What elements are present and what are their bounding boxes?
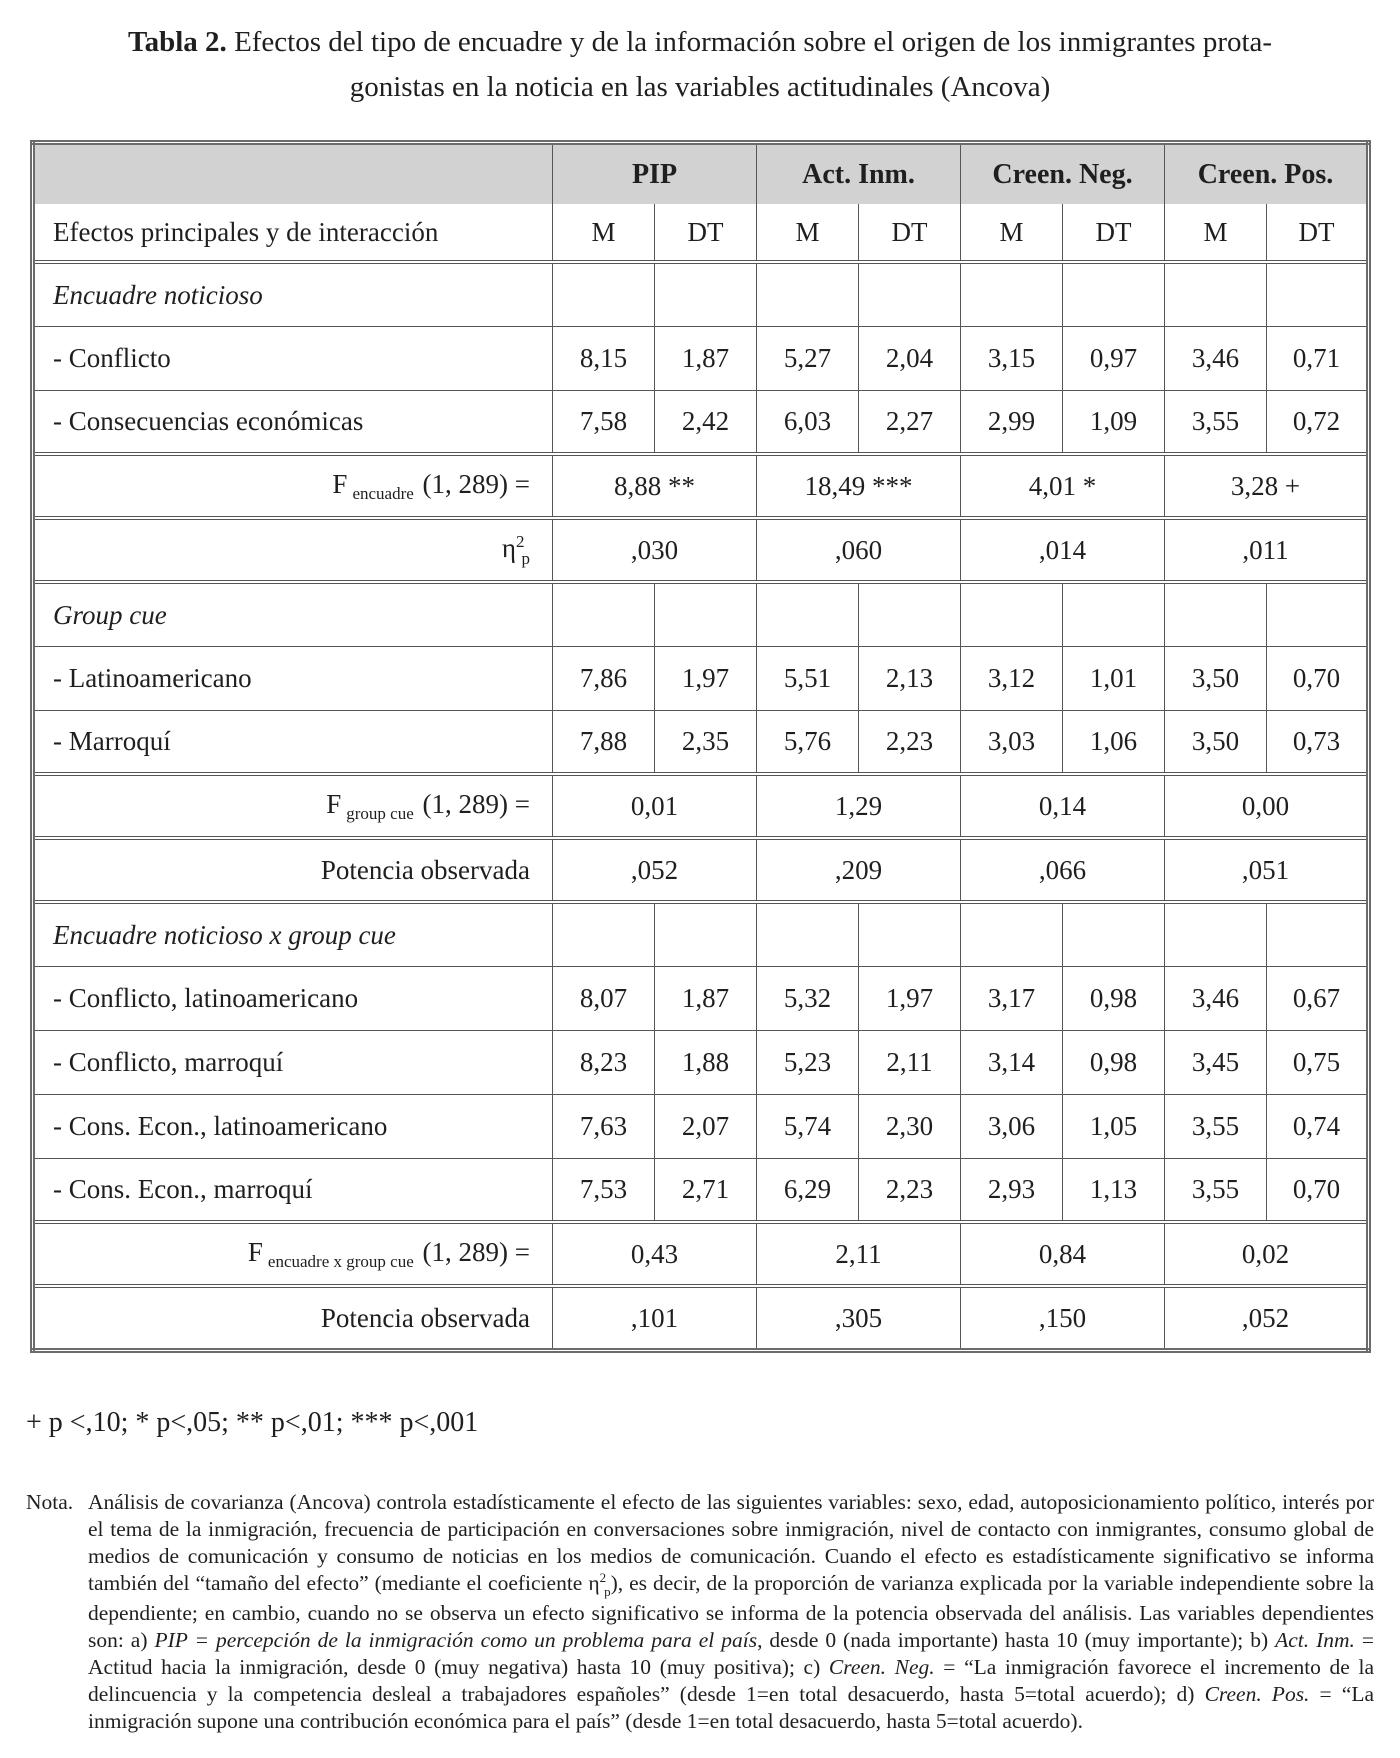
nota-seg-12: = “La inmigración supone una contribución económica para el país” (desde 1=en total desacuerdo, hasta 5=total acuerdo). — [88, 1682, 1374, 1734]
merged-value-cell: 8,88 ** — [553, 454, 757, 518]
merged-value-cell: 0,02 — [1165, 1222, 1369, 1286]
merged-value-cell: ,052 — [553, 838, 757, 902]
empty-cell — [553, 902, 655, 966]
value-cell: 1,13 — [1063, 1158, 1165, 1222]
table-row — [33, 902, 1369, 966]
empty-cell — [859, 582, 961, 646]
merged-label-row-3-seg-0: F — [332, 468, 348, 499]
merged-value-cell: ,011 — [1165, 518, 1369, 582]
ancova-table — [30, 140, 1371, 1353]
empty-cell — [655, 262, 757, 326]
value-cell: 0,70 — [1267, 646, 1369, 710]
empty-cell — [1063, 582, 1165, 646]
value-cell: 5,32 — [757, 966, 859, 1030]
value-cell: 3,03 — [961, 710, 1063, 774]
merged-label-cell — [33, 774, 553, 838]
merged-value-cell: ,060 — [757, 518, 961, 582]
row-label-cell-consecuencias-econ-micas: - Consecuencias económicas — [33, 390, 553, 454]
nota-seg-3: p — [604, 1583, 611, 1599]
nota-seg-6: , desde 0 (nada importante) hasta 10 (muy importante); b) — [757, 1628, 1276, 1653]
table-row — [33, 646, 1369, 710]
row-label-cell-cons-econ-latinoamericano: - Cons. Econ., latinoamericano — [33, 1094, 553, 1158]
empty-cell — [553, 262, 655, 326]
table-row — [33, 1222, 1369, 1286]
empty-cell — [553, 582, 655, 646]
value-cell: 8,15 — [553, 326, 655, 390]
value-cell: 7,88 — [553, 710, 655, 774]
table-row — [33, 710, 1369, 774]
merged-label-row-4-seg-0: η — [501, 533, 516, 564]
empty-cell — [655, 902, 757, 966]
merged-value-cell: 0,01 — [553, 774, 757, 838]
value-cell: 2,13 — [859, 646, 961, 710]
value-cell: 1,06 — [1063, 710, 1165, 774]
empty-cell — [1267, 902, 1369, 966]
empty-cell — [1267, 582, 1369, 646]
merged-value-cell: ,209 — [757, 838, 961, 902]
table-row-group-headers — [33, 142, 1369, 204]
value-cell: 7,63 — [553, 1094, 655, 1158]
value-cell: 0,75 — [1267, 1030, 1369, 1094]
merged-value-cell: 3,28 + — [1165, 454, 1369, 518]
value-cell: 0,70 — [1267, 1158, 1369, 1222]
row-label-cell-latinoamericano: - Latinoamericano — [33, 646, 553, 710]
empty-cell — [1267, 262, 1369, 326]
value-cell: 2,11 — [859, 1030, 961, 1094]
value-cell: 0,98 — [1063, 966, 1165, 1030]
value-cell: 6,29 — [757, 1158, 859, 1222]
merged-label-cell — [33, 838, 553, 902]
value-cell: 3,46 — [1165, 326, 1267, 390]
merged-value-cell: ,052 — [1165, 1286, 1369, 1350]
merged-label-cell — [33, 454, 553, 518]
merged-label-row-3-seg-2: (1, 289) = — [415, 468, 530, 499]
merged-value-cell: 0,43 — [553, 1222, 757, 1286]
empty-cell — [859, 262, 961, 326]
value-cell: 2,35 — [655, 710, 757, 774]
stat-subheader-pip-dt: DT — [655, 204, 757, 262]
merged-label-row-8-seg-0: F — [326, 788, 342, 819]
nota-seg-5: PIP = percepción de la inmigración como un problema para el país — [154, 1628, 758, 1653]
merged-label-row-4-seg-2: p — [521, 548, 530, 568]
value-cell: 6,03 — [757, 390, 859, 454]
row-label-cell-conflicto-marroqu: - Conflicto, marroquí — [33, 1030, 553, 1094]
value-cell: 1,97 — [859, 966, 961, 1030]
significance-note: + p <,10; * p<,05; ** p<,01; *** p<,001 — [26, 1406, 479, 1438]
value-cell: 2,99 — [961, 390, 1063, 454]
value-cell: 2,27 — [859, 390, 961, 454]
nota-seg-11: Creen. Pos. — [1204, 1682, 1310, 1707]
merged-value-cell: ,030 — [553, 518, 757, 582]
stat-subheader-creen-pos-dt: DT — [1267, 204, 1369, 262]
nota-seg-2: 2 — [599, 1570, 607, 1586]
table-caption-line1 — [34, 20, 1366, 65]
nota-text — [88, 1489, 1374, 1735]
table-row — [33, 390, 1369, 454]
merged-label-row-3-seg-1: encuadre — [352, 484, 414, 504]
section-label-cell-group-cue: Group cue — [33, 582, 553, 646]
value-cell: 3,12 — [961, 646, 1063, 710]
nota-seg-0: Análisis de covarianza (Ancova) controla estadísticamente el efecto de las siguientes variables: sexo, edad, autoposicionamiento político, interés por el tema de la inmigración, frecuencia de participación en conversaciones sobre inmigración, nivel de contacto con inmigrantes, consumo global de medios de comunicación y consumo de noticias en los medios de comunicación. Cuando el efecto es estadísticamente significativo se informa también del “tamaño del efecto” (mediante el coeficiente — [88, 1489, 1374, 1596]
value-cell: 1,01 — [1063, 646, 1165, 710]
value-cell: 1,97 — [655, 646, 757, 710]
merged-label-cell — [33, 518, 553, 582]
empty-cell — [961, 582, 1063, 646]
value-cell: 2,71 — [655, 1158, 757, 1222]
table-row — [33, 326, 1369, 390]
group-header-act-inm: Act. Inm. — [757, 142, 961, 204]
row-label-cell-conflicto-latinoamericano: - Conflicto, latinoamericano — [33, 966, 553, 1030]
effects-header-cell: Efectos principales y de interacción — [33, 204, 553, 262]
group-header-creen-neg: Creen. Neg. — [961, 142, 1165, 204]
stat-subheader-pip-m: M — [553, 204, 655, 262]
merged-label-cell — [33, 1222, 553, 1286]
merged-value-cell: 4,01 * — [961, 454, 1165, 518]
value-cell: 3,55 — [1165, 1158, 1267, 1222]
value-cell: 5,51 — [757, 646, 859, 710]
merged-value-cell: 0,00 — [1165, 774, 1369, 838]
merged-value-cell: ,051 — [1165, 838, 1369, 902]
nota-seg-8: = Actitud hacia la inmigración, desde 0 (muy negativa) hasta 10 (muy positiva); c) — [88, 1628, 1374, 1680]
merged-value-cell: ,305 — [757, 1286, 961, 1350]
stat-subheader-creen-pos-m: M — [1165, 204, 1267, 262]
empty-cell — [1165, 902, 1267, 966]
empty-cell — [1063, 262, 1165, 326]
row-label-cell-cons-econ-marroqu: - Cons. Econ., marroquí — [33, 1158, 553, 1222]
merged-value-cell: 0,14 — [961, 774, 1165, 838]
value-cell: 1,87 — [655, 326, 757, 390]
group-header-pip: PIP — [553, 142, 757, 204]
table-row — [33, 966, 1369, 1030]
table-row — [33, 1030, 1369, 1094]
table-caption — [34, 20, 1366, 110]
value-cell: 1,05 — [1063, 1094, 1165, 1158]
value-cell: 2,30 — [859, 1094, 961, 1158]
table-caption-text: Efectos del tipo de encuadre y de la información sobre el origen de los inmigrantes prota- — [226, 26, 1273, 58]
value-cell: 3,55 — [1165, 390, 1267, 454]
value-cell: 3,55 — [1165, 1094, 1267, 1158]
empty-cell — [655, 582, 757, 646]
section-label-cell-encuadre-noticioso-x-group-cue: Encuadre noticioso x group cue — [33, 902, 553, 966]
value-cell: 0,67 — [1267, 966, 1369, 1030]
merged-label-row-8-seg-1: group cue — [346, 804, 414, 824]
table-row — [33, 1094, 1369, 1158]
value-cell: 2,42 — [655, 390, 757, 454]
value-cell: 0,74 — [1267, 1094, 1369, 1158]
empty-cell — [757, 262, 859, 326]
value-cell: 2,93 — [961, 1158, 1063, 1222]
empty-cell — [1165, 262, 1267, 326]
empty-cell — [757, 582, 859, 646]
nota-label: Nota. — [26, 1489, 74, 1514]
value-cell: 0,98 — [1063, 1030, 1165, 1094]
value-cell: 7,58 — [553, 390, 655, 454]
value-cell: 0,71 — [1267, 326, 1369, 390]
value-cell: 5,74 — [757, 1094, 859, 1158]
merged-value-cell: ,101 — [553, 1286, 757, 1350]
row-label-cell-marroqu: - Marroquí — [33, 710, 553, 774]
merged-value-cell: 0,84 — [961, 1222, 1165, 1286]
table-row — [33, 774, 1369, 838]
merged-value-cell: ,066 — [961, 838, 1165, 902]
table-row-subheaders — [33, 204, 1369, 262]
empty-cell — [757, 902, 859, 966]
value-cell: 3,14 — [961, 1030, 1063, 1094]
table-row — [33, 1286, 1369, 1350]
empty-cell — [961, 262, 1063, 326]
value-cell: 2,23 — [859, 710, 961, 774]
table-row — [33, 838, 1369, 902]
nota-block — [26, 1489, 1374, 1735]
value-cell: 8,23 — [553, 1030, 655, 1094]
value-cell: 1,09 — [1063, 390, 1165, 454]
table-row — [33, 518, 1369, 582]
page — [0, 20, 1400, 1735]
merged-label-row-9-seg-0: Potencia observada — [320, 854, 530, 885]
empty-cell — [859, 902, 961, 966]
merged-value-cell: 1,29 — [757, 774, 961, 838]
value-cell: 3,06 — [961, 1094, 1063, 1158]
value-cell: 1,88 — [655, 1030, 757, 1094]
merged-label-row-15-seg-0: F — [247, 1236, 263, 1267]
value-cell: 3,45 — [1165, 1030, 1267, 1094]
value-cell: 0,73 — [1267, 710, 1369, 774]
stat-subheader-creen-neg-dt: DT — [1063, 204, 1165, 262]
merged-label-row-4-seg-1: 2 — [516, 532, 525, 552]
value-cell: 2,23 — [859, 1158, 961, 1222]
empty-cell — [1165, 582, 1267, 646]
value-cell: 2,04 — [859, 326, 961, 390]
table-row — [33, 262, 1369, 326]
value-cell: 3,17 — [961, 966, 1063, 1030]
empty-cell — [961, 902, 1063, 966]
nota-seg-1: η — [588, 1571, 600, 1596]
table-caption-line2: gonistas en la noticia en las variables actitudinales (Ancova) — [349, 70, 1051, 103]
value-cell: 3,46 — [1165, 966, 1267, 1030]
value-cell: 5,27 — [757, 326, 859, 390]
stat-subheader-creen-neg-m: M — [961, 204, 1063, 262]
value-cell: 7,86 — [553, 646, 655, 710]
merged-label-row-15-seg-2: (1, 289) = — [415, 1236, 530, 1267]
table-row — [33, 454, 1369, 518]
value-cell: 2,07 — [655, 1094, 757, 1158]
value-cell: 5,23 — [757, 1030, 859, 1094]
row-label-cell-conflicto: - Conflicto — [33, 326, 553, 390]
empty-cell — [1063, 902, 1165, 966]
nota-seg-10: = “La inmigración favorece el incremento de la delincuencia y la competencia desleal a trabajadores españoles” (desde 1=en total desacuerdo, hasta 5=total acuerdo); d) — [88, 1655, 1374, 1707]
value-cell: 8,07 — [553, 966, 655, 1030]
merged-label-cell — [33, 1286, 553, 1350]
section-label-cell-encuadre-noticioso: Encuadre noticioso — [33, 262, 553, 326]
value-cell: 3,50 — [1165, 646, 1267, 710]
nota-seg-9: Creen. Neg. — [828, 1655, 935, 1680]
value-cell: 7,53 — [553, 1158, 655, 1222]
table-caption-number: Tabla 2. — [127, 26, 227, 58]
corner-cell — [33, 142, 553, 204]
table-row — [33, 582, 1369, 646]
value-cell: 3,15 — [961, 326, 1063, 390]
merged-value-cell: ,014 — [961, 518, 1165, 582]
merged-value-cell: 18,49 *** — [757, 454, 961, 518]
nota-seg-7: Act. Inm. — [1275, 1628, 1355, 1653]
nota-seg-4: ), es decir, de la proporción de varianza explicada por la variable independiente sobre la dependiente; en cambio, cuando no se observa un efecto significativo se informa de la potencia observada del análisis. Las variables dependientes son: a) — [88, 1571, 1375, 1653]
value-cell: 5,76 — [757, 710, 859, 774]
value-cell: 1,87 — [655, 966, 757, 1030]
stat-subheader-act-inm-m: M — [757, 204, 859, 262]
stat-subheader-act-inm-dt: DT — [859, 204, 961, 262]
merged-label-row-15-seg-1: encuadre x group cue — [267, 1252, 414, 1272]
merged-label-row-16-seg-0: Potencia observada — [320, 1302, 530, 1333]
table-row — [33, 1158, 1369, 1222]
value-cell: 0,72 — [1267, 390, 1369, 454]
group-header-creen-pos: Creen. Pos. — [1165, 142, 1369, 204]
value-cell: 3,50 — [1165, 710, 1267, 774]
value-cell: 0,97 — [1063, 326, 1165, 390]
merged-label-row-8-seg-2: (1, 289) = — [415, 788, 530, 819]
merged-value-cell: ,150 — [961, 1286, 1165, 1350]
merged-value-cell: 2,11 — [757, 1222, 961, 1286]
